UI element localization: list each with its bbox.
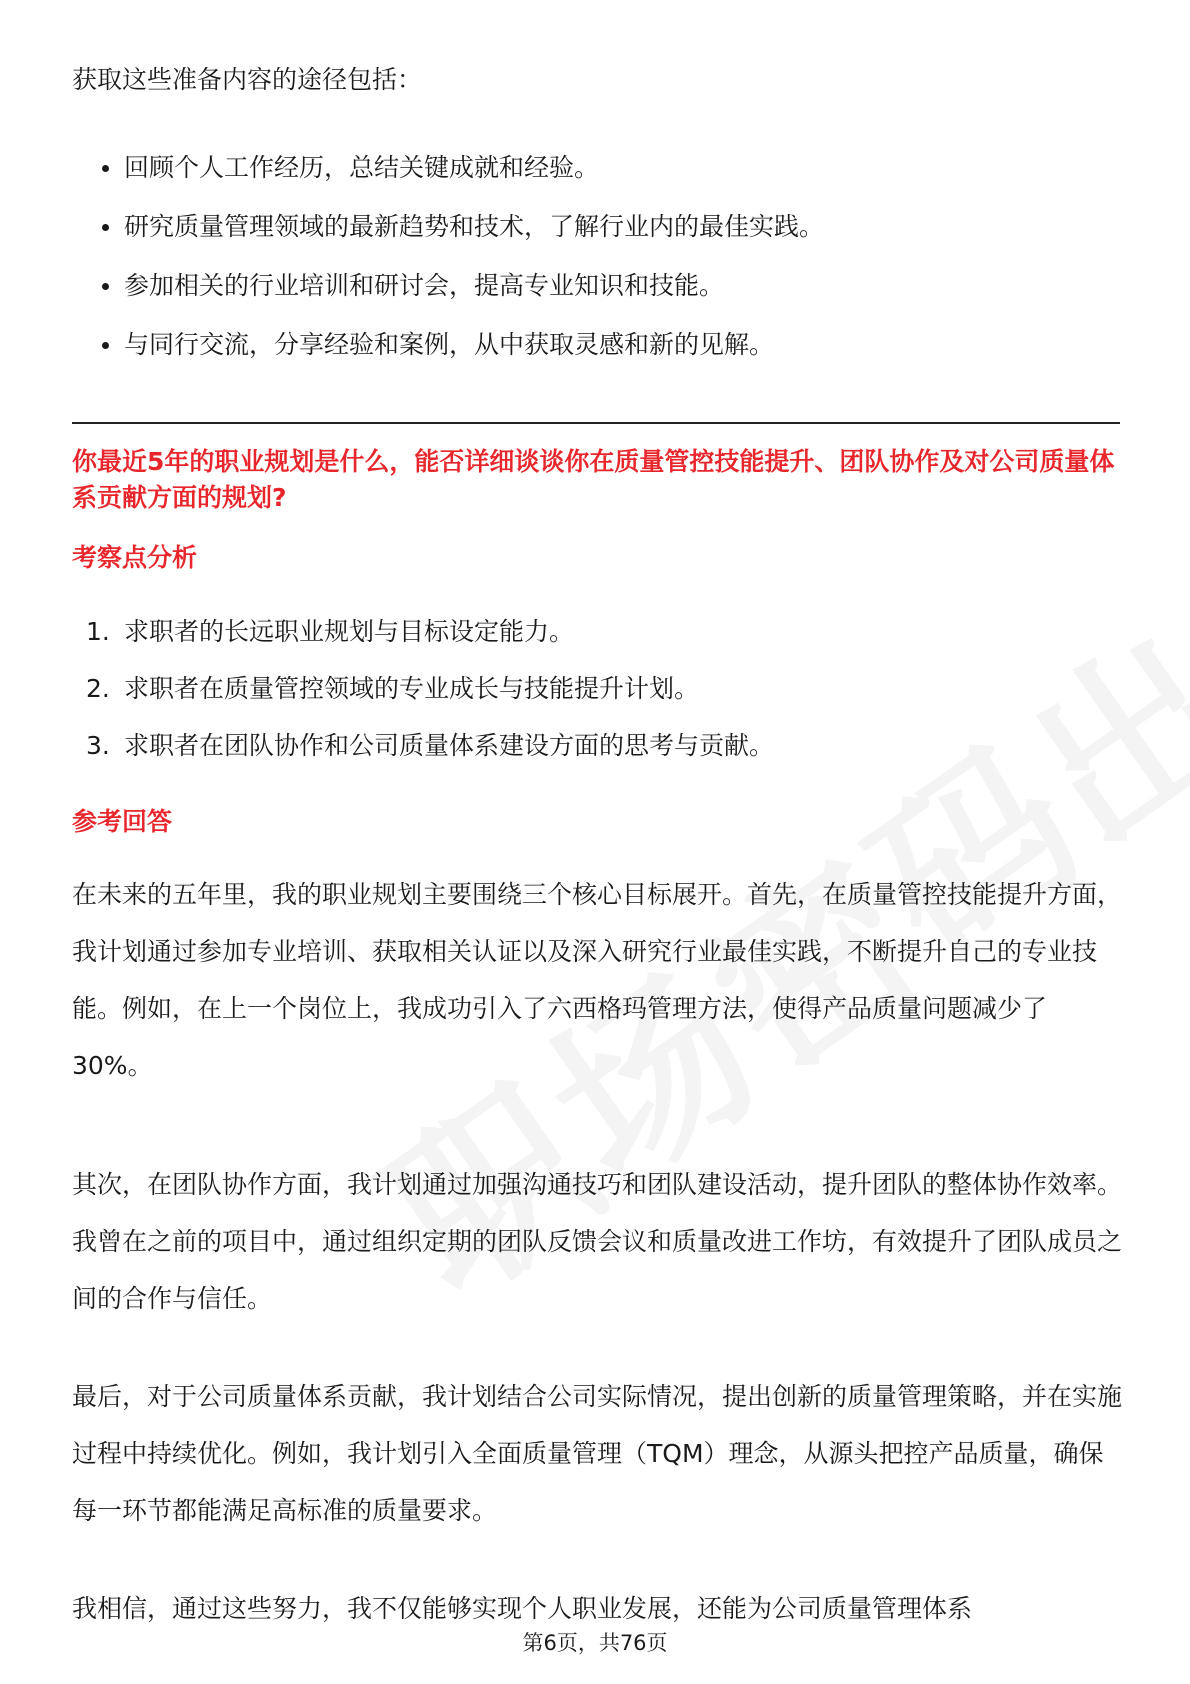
- list-number: 2.: [86, 674, 110, 703]
- list-item: [72, 728, 774, 764]
- list-number: 1.: [86, 617, 110, 646]
- list-item: [72, 268, 824, 304]
- bullet-dot-icon: [102, 283, 109, 290]
- bullet-dot-icon: [102, 342, 109, 349]
- answer-paragraph: 其次，在团队协作方面，我计划通过加强沟通技巧和团队建设活动，提升团队的整体协作效率。我曾在之前的项目中，通过组织定期的团队反馈会议和质量改进工作坊，有效提升了团队成员之间的合作与信任。: [72, 1170, 1123, 1313]
- question-heading: 你最近5年的职业规划是什么，能否详细谈谈你在质量管控技能提升、团队协作及对公司质量体系贡献方面的规划?: [72, 447, 1115, 512]
- page-footer: 第6页，共76页: [522, 1631, 668, 1655]
- list-item: [72, 327, 824, 363]
- list-item: [72, 209, 824, 245]
- list-item: [72, 671, 774, 707]
- list-item: [72, 614, 774, 650]
- bullet-dot-icon: [102, 224, 109, 231]
- list-item-text: 研究质量管理领域的最新趋势和技术，了解行业内的最佳实践。: [124, 212, 825, 241]
- answer-paragraph: 在未来的五年里，我的职业规划主要围绕三个核心目标展开。首先，在质量管控技能提升方面，我计划通过参加专业培训、获取相关认证以及深入研究行业最佳实践，不断提升自己的专业技能。例如，在上一个岗位上，我成功引入了六西格玛管理方法，使得产品质量问题减少了30%。: [72, 880, 1123, 1080]
- list-item-text: 参加相关的行业培训和研讨会，提高专业知识和技能。: [124, 271, 725, 300]
- list-item: [72, 150, 824, 186]
- answer-heading: 参考回答: [72, 807, 173, 836]
- analysis-heading: 考察点分析: [72, 543, 198, 572]
- bullet-dot-icon: [102, 165, 109, 172]
- list-item-text: 求职者在质量管控领域的专业成长与技能提升计划。: [124, 674, 700, 703]
- section-divider: [72, 422, 1120, 424]
- list-item-text: 求职者的长远职业规划与目标设定能力。: [124, 617, 575, 646]
- bullet-list: [72, 150, 824, 386]
- answer-paragraph: 最后，对于公司质量体系贡献，我计划结合公司实际情况，提出创新的质量管理策略，并在实施过程中持续优化。例如，我计划引入全面质量管理（TQM）理念，从源头把控产品质量，确保每一环节都能满足高标准的质量要求。: [72, 1382, 1123, 1525]
- answer-paragraph: 我相信，通过这些努力，我不仅能够实现个人职业发展，还能为公司质量管理体系: [72, 1594, 973, 1623]
- intro-text: 获取这些准备内容的途径包括：: [72, 65, 423, 94]
- list-item-text: 求职者在团队协作和公司质量体系建设方面的思考与贡献。: [124, 731, 775, 760]
- list-item-text: 回顾个人工作经历，总结关键成就和经验。: [124, 153, 600, 182]
- list-item-text: 与同行交流，分享经验和案例，从中获取灵感和新的见解。: [124, 330, 775, 359]
- list-number: 3.: [86, 731, 110, 760]
- analysis-list: [72, 614, 774, 785]
